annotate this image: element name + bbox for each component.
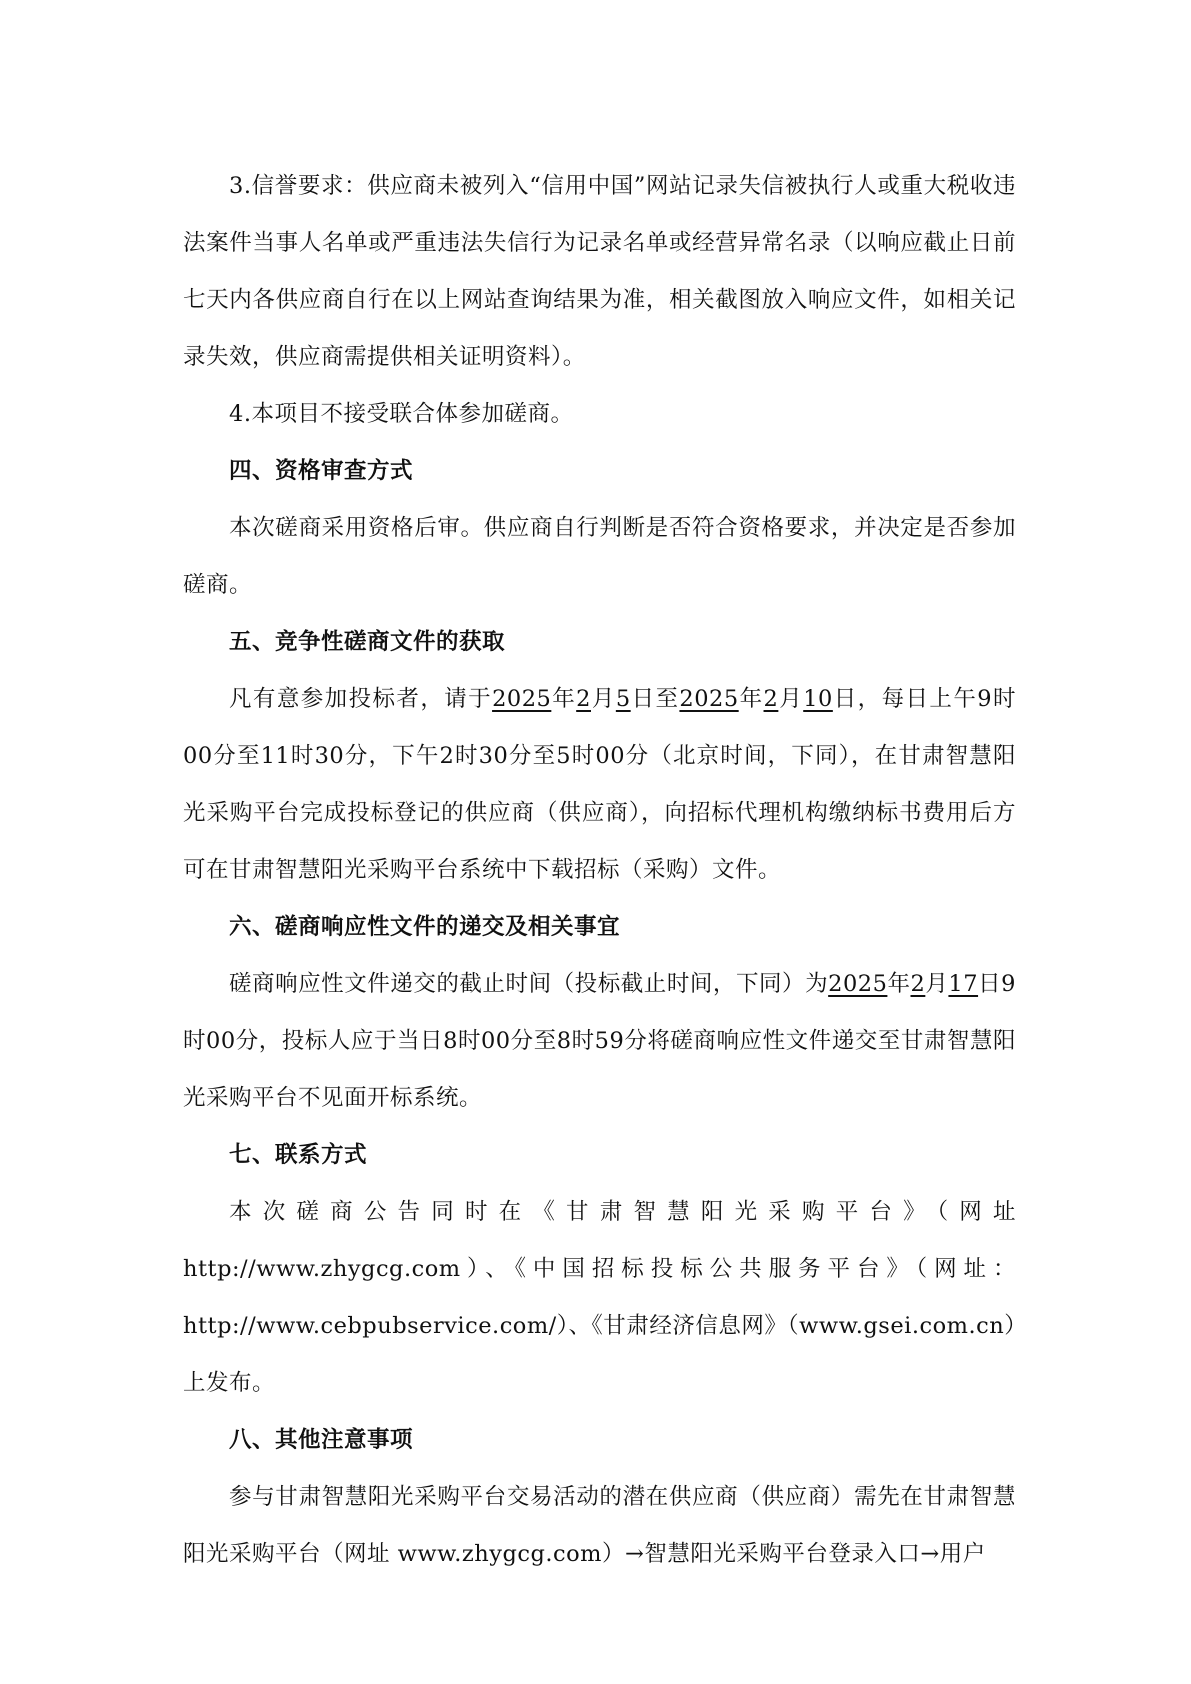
text-segment: 日至	[630, 686, 680, 712]
start-day: 5	[615, 686, 631, 712]
heading-contact: 七、联系方式	[229, 1142, 368, 1168]
paragraph-submission	[183, 956, 1016, 1127]
text-segment: 年	[551, 686, 577, 712]
text-segment: 月	[925, 971, 949, 997]
end-month: 2	[763, 686, 779, 712]
start-year: 2025	[492, 686, 552, 712]
paragraph-credit-requirement: 3.信誉要求：供应商未被列入“信用中国”网站记录失信被执行人或重大税收违法案件当事人名单或严重违法失信行为记录名单或经营异常名录（以响应截止日前七天内各供应商自行在以上网站查询结果为准，相关截图放入响应文件，如相关记录失效，供应商需提供相关证明资料）。	[183, 173, 1016, 370]
paragraph-document-acquisition	[183, 671, 1016, 899]
start-month: 2	[576, 686, 591, 712]
deadline-year: 2025	[828, 971, 888, 997]
text-segment: 日，每日上午9时00分至11时30分，下午2时30分至5时00分（北京时间，下同），在甘肃智慧阳光采购平台完成投标登记的供应商（供应商），向招标代理机构缴纳标书费用后方可在甘肃智慧阳光采购平台系统中下载招标（采购）文件。	[183, 686, 1016, 883]
heading-submission: 六、磋商响应性文件的递交及相关事宜	[229, 914, 621, 940]
paragraph-other-notes: 参与甘肃智慧阳光采购平台交易活动的潜在供应商（供应商）需先在甘肃智慧阳光采购平台（网址 www.zhygcg.com）→智慧阳光采购平台登录入口→用户	[183, 1484, 1016, 1567]
text-segment: 月	[778, 686, 804, 712]
heading-qualification-review: 四、资格审查方式	[229, 458, 414, 484]
heading-document-acquisition: 五、竞争性磋商文件的获取	[229, 629, 506, 655]
document-body	[183, 158, 1016, 1583]
end-day: 10	[803, 686, 833, 712]
deadline-month: 2	[910, 971, 926, 997]
end-year: 2025	[679, 686, 739, 712]
text-segment: 日9时00分，投标人应于当日8时00分至8时59分将磋商响应性文件递交至甘肃智慧阳光采购平台不见面开标系统。	[183, 971, 1016, 1111]
paragraph-qualification-review: 本次磋商采用资格后审。供应商自行判断是否符合资格要求，并决定是否参加磋商。	[183, 515, 1016, 598]
paragraph-consortium: 4.本项目不接受联合体参加磋商。	[229, 401, 574, 427]
text-segment: 月	[591, 686, 616, 712]
deadline-day: 17	[948, 971, 979, 997]
text-segment: 磋商响应性文件递交的截止时间（投标截止时间，下同）为	[229, 971, 829, 997]
text-segment: 凡有意参加投标者，请于	[229, 686, 493, 712]
paragraph-contact: 本次磋商公告同时在《甘肃智慧阳光采购平台》（网址 http://www.zhygcg.com）、《中国招标投标公共服务平台》（网址：http://www.cebpubservice.com/）、《甘肃经济信息网》（www.gsei.com.cn）上发布。	[183, 1199, 1016, 1396]
text-segment: 年	[887, 971, 911, 997]
heading-other-notes: 八、其他注意事项	[229, 1427, 414, 1453]
text-segment: 年	[738, 686, 764, 712]
